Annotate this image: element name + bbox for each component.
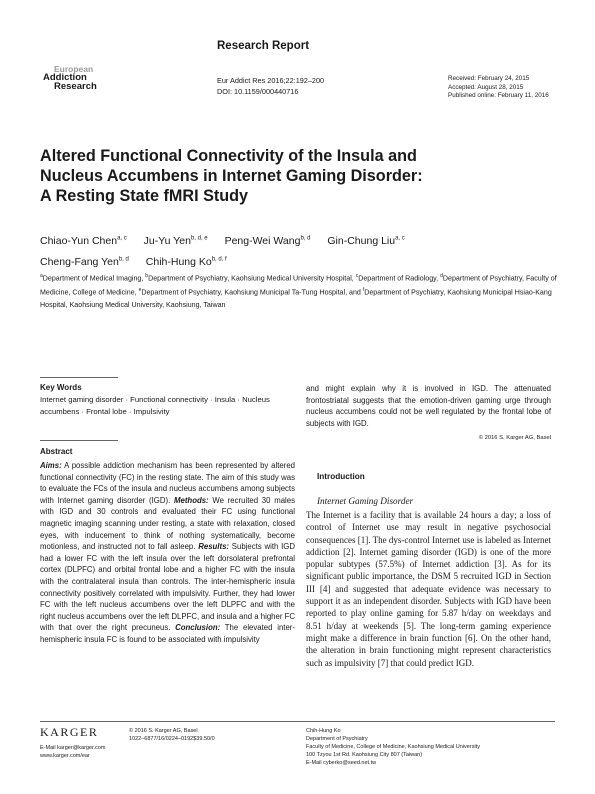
footer-divider (40, 721, 555, 722)
introduction-heading: Introduction (317, 472, 365, 481)
results-label: Results: (198, 542, 229, 552)
abstract-body: Aims: A possible addiction mechanism has been represented by altered functional connectivity (FC) in the resting state. The aim of this study was to evaluate the FCs of the insula and nucleus accumbens among subjects with Internet gaming disorder (IGD). Methods: We recruited 30 males with IGD and 30 controls and evaluated their FC using functional magnetic imaging scanning under resting, a state with relaxation, closed eyes, with inducement to think of nothing systematically, become motionless, and instructed not to fall asleep. Results: Subjects with IGD had a lower FC with the left insula over the left dorsolateral prefrontal cortex (DLPFC) and orbital frontal lobe and a higher FC with the insula with the contralateral insula than controls. The inter-hemispheric insula connectivity positively correlated with impulsivity. Further, they had lower FC with the left nucleus accumbens over the left DLPFC and with the right nucleus accumbens over the left DLPFC, and insula and a higher FC with that over the right precuneus. Conclusion: The elevated inter-hemispheric insula FC is found to be associated with impulsivity (40, 461, 296, 644)
journal-logo-line-2: Addiction (43, 72, 87, 83)
author: Chih-Hung Ko$^{b, d, f}$ (145, 256, 227, 268)
methods-label: Methods: (174, 495, 209, 505)
title-line: A Resting State fMRI Study (40, 187, 249, 205)
journal-citation: Eur Addict Res 2016;22:192–200 (217, 76, 325, 85)
journal-logo-line-3: Research (54, 81, 97, 92)
introduction-body: The Internet is a facility that is available 24 hours a day; a loss of control of Internet use may result in negative psychosocial consequences [1]. The dys-control Internet use is labeled as Internet addiction [2]. Internet gaming disorder (IGD) is one of the more popular subtypes (57.5%) of Internet addiction [3]. As for its significant public importance, the DSM 5 recruited IGD in Section III [4] and suggested that adequate evidence was necessary to support it as an independent disorder. Subjects with IGD have been reported to play online gaming for 5.87 h/day on weekdays and 8.51 h/day at weekends [5]. The long-term gaming experience might make a difference in brain function [6]. On the other hand, the alteration in brain functioning might represent characteristics such as impulsivity [7] that could predict IGD. (306, 510, 551, 668)
author: Ju-Yu Yen$^{b, d, e}$ (143, 234, 208, 247)
report-type-label: Research Report (217, 40, 310, 52)
keywords-divider (40, 377, 118, 378)
title-line: Nucleus Accumbens in Internet Gaming Disorder: (40, 167, 423, 185)
publisher-logo: KARGER (40, 725, 99, 739)
keywords-heading: Key Words (40, 383, 82, 392)
footer-copyright: © 2016 S. Karger AG, Basel 1022–6877/16/0224–0192$39.50/0 (129, 728, 215, 742)
citation-block (217, 75, 324, 97)
title-line: Altered Functional Connectivity of the Insula and (40, 147, 417, 165)
keywords-text: Internet gaming disorder · Functional connectivity · Insula · Nucleus accumbens · Frontal lobe · Impulsivity (40, 395, 270, 416)
author: Chiao-Yun Chen$^{a, c}$ (40, 234, 127, 247)
author-list (40, 229, 540, 272)
doi[interactable]: DOI: 10.1159/000440716 (217, 87, 299, 96)
aims-label: Aims: (40, 461, 62, 470)
abstract-copyright: © 2016 S. Karger AG, Basel (478, 435, 551, 441)
received-date: Received: February 24, 2015 (448, 75, 530, 82)
author: Cheng-Fang Yen$^{b, d}$ (40, 256, 129, 268)
conclusion-label: Conclusion: (175, 623, 221, 633)
publisher-email[interactable]: E-Mail karger@karger.com (40, 745, 106, 751)
abstract-heading: Abstract (40, 447, 73, 456)
abstract-continued: and might explain why it is involved in IGD. The attenuated frontostriatal suggests that the emotion-driven gaming urge through nucleus accumbens could not be well regulated by the frontal lobe of subjects with IGD. (306, 384, 551, 428)
author: Peng-Wei Wang$^{b, d}$ (224, 234, 311, 247)
abstract-divider (40, 440, 118, 441)
journal-logo (40, 64, 120, 100)
publisher-contact (40, 744, 106, 760)
publisher-website[interactable]: www.karger.com/ear (40, 753, 90, 759)
journal-logo-line-1: European (54, 64, 94, 74)
dates-block (448, 75, 549, 101)
article-title (40, 146, 500, 206)
author: Gin-Chung Liu$^{a, c}$ (327, 234, 405, 247)
correspondence-email[interactable]: E-Mail cyberko@seed.net.tw (306, 760, 377, 766)
subsection-heading: Internet Gaming Disorder (317, 496, 414, 506)
accepted-date: Accepted: August 28, 2015 (448, 83, 524, 91)
published-date: Published online: February 11, 2016 (448, 92, 549, 99)
correspondence-block: Chih-Hung Ko Department of Psychiatry Faculty of Medicine, College of Medicine, Kaohsiung Medical University 100 Tzyou 1st Rd. Kaohsiung City 807 (Taiwan) E-Mail cyberko@seed.net.tw (306, 728, 480, 766)
affiliations: $^a$Department of Medical Imaging, $^b$Department of Psychiatry, Kaohsiung Medical University Hospital, $^c$Department of Radiology, $^d$Department of Psychiatry, Faculty of Medicine, College of Medicine, $^e$Department of Psychiatry, Kaohsiung Municipal Ta-Tung Hospital, and $^f$Department of Psychiatry, Kaohsiung Municipal Hsiao-Kang Hospital, Kaohsiung Medical University, Kaohsiung, Taiwan (40, 273, 557, 309)
